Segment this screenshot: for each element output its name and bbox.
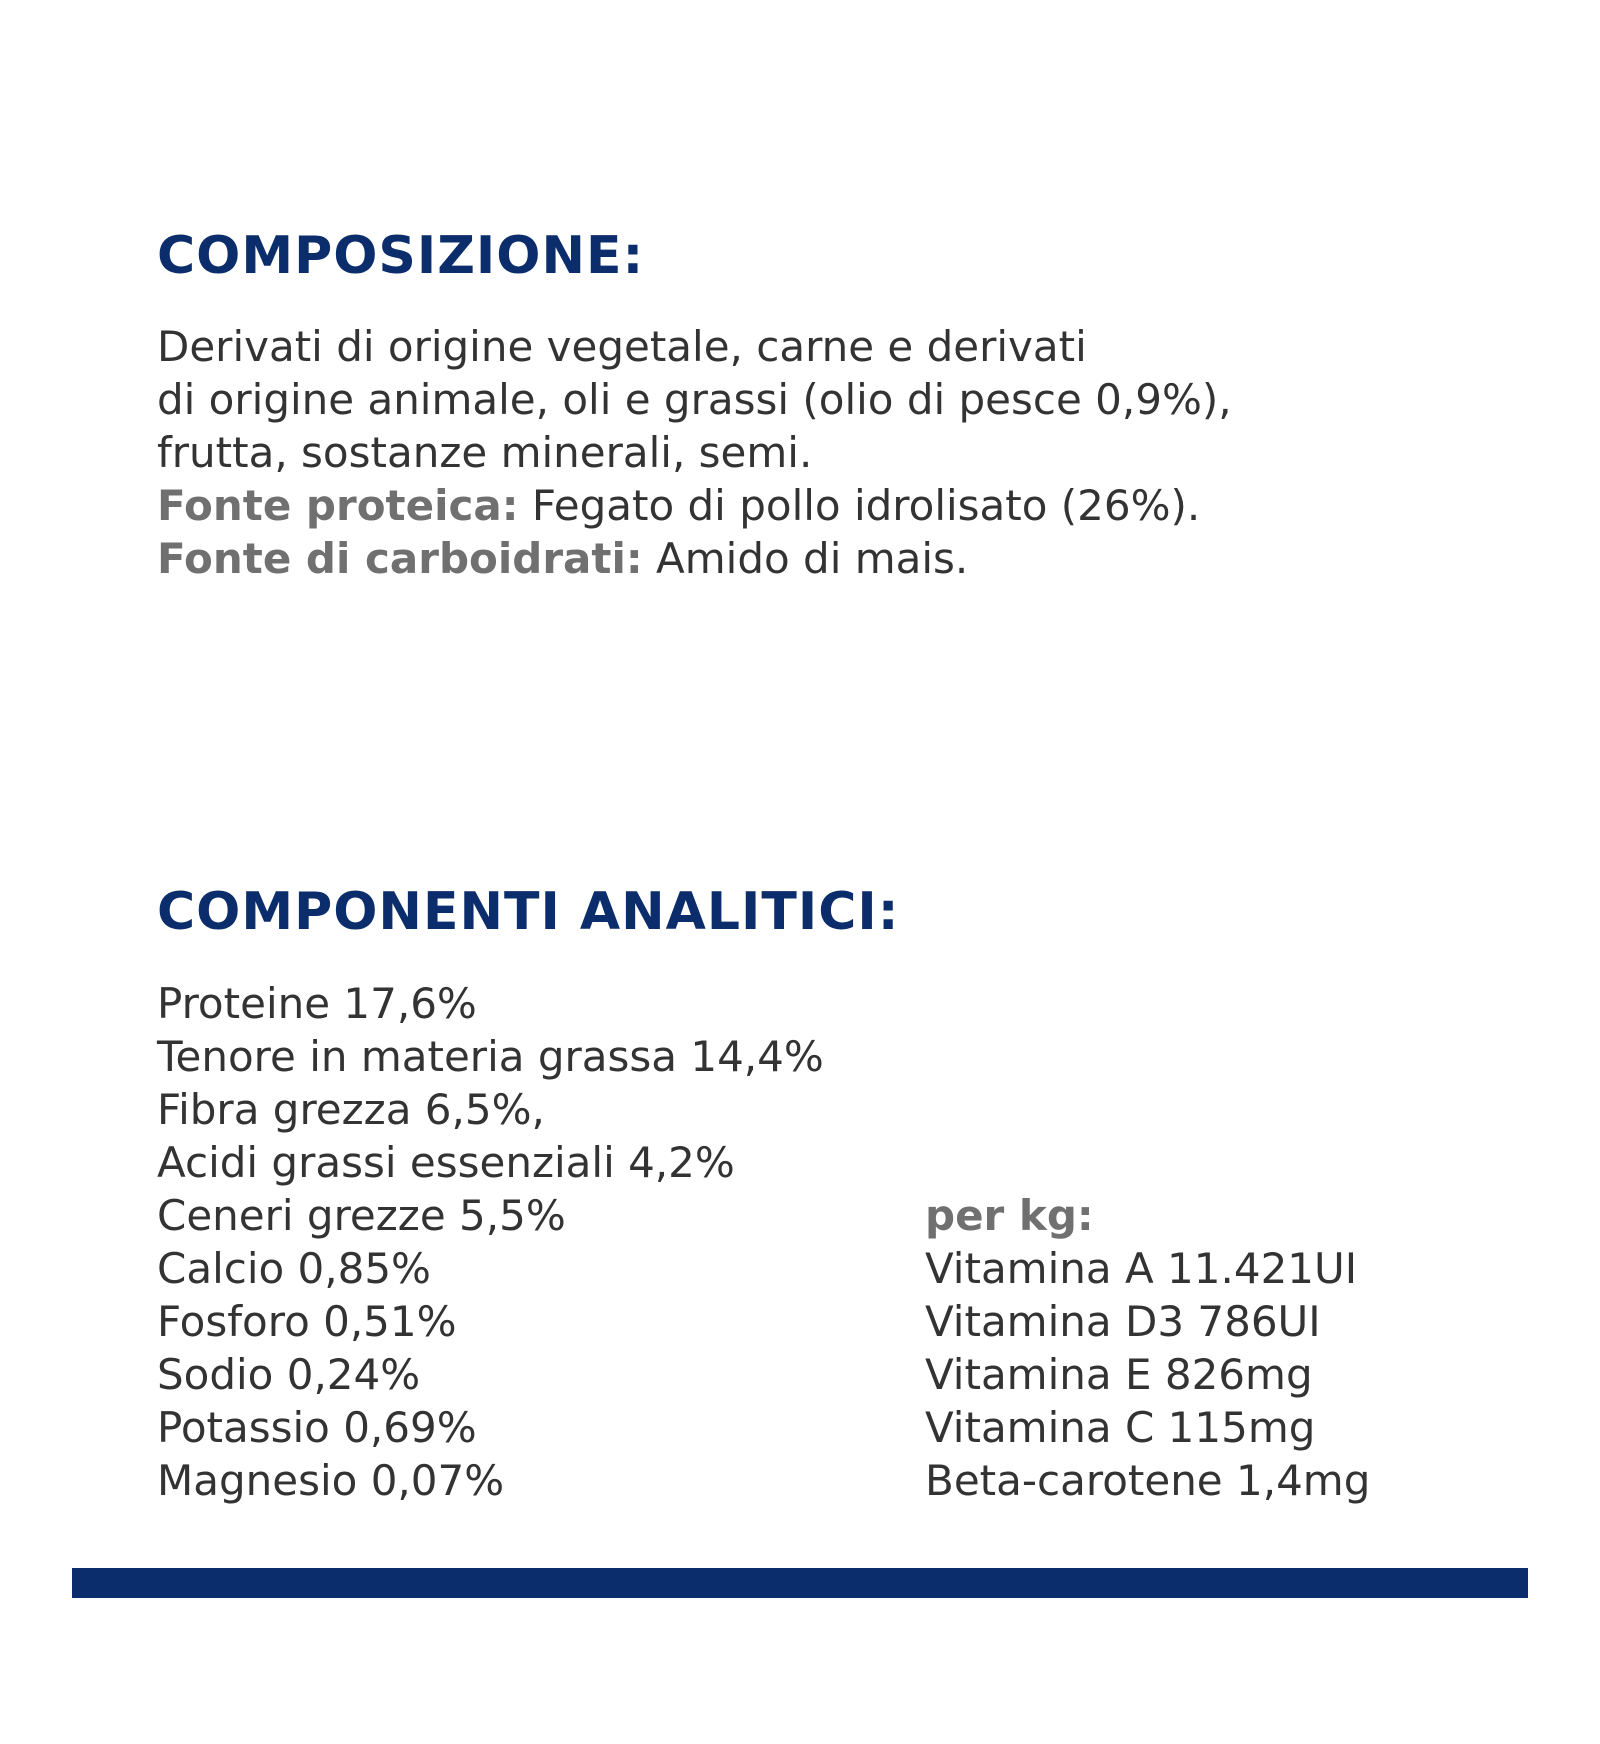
composition-line: Derivati di origine vegetale, carne e derivati xyxy=(157,322,1087,371)
vitamin-item: Vitamina D3 786UI xyxy=(925,1297,1321,1346)
protein-source-value: Fegato di pollo idrolisato (26%). xyxy=(518,481,1201,530)
analytical-item: Proteine 17,6% xyxy=(157,979,477,1028)
analytical-item: Magnesio 0,07% xyxy=(157,1456,505,1505)
bottom-divider-bar xyxy=(72,1568,1528,1598)
composition-text xyxy=(157,320,1232,585)
analytical-heading: COMPONENTI ANALITICI: xyxy=(157,882,900,942)
composition-line: frutta, sostanze minerali, semi. xyxy=(157,428,813,477)
carb-source-line xyxy=(157,532,1232,585)
composition-line: di origine animale, oli e grassi (olio di pesce 0,9%), xyxy=(157,375,1232,424)
protein-source-line xyxy=(157,479,1232,532)
composition-heading: COMPOSIZIONE: xyxy=(157,226,645,286)
analytical-item: Acidi grassi essenziali 4,2% xyxy=(157,1138,735,1187)
analytical-item: Fosforo 0,51% xyxy=(157,1297,457,1346)
carb-source-value: Amido di mais. xyxy=(642,534,969,583)
analytical-item: Calcio 0,85% xyxy=(157,1244,431,1293)
vitamin-item: Vitamina E 826mg xyxy=(925,1350,1313,1399)
per-kg-block xyxy=(925,1189,1370,1507)
carb-source-label: Fonte di carboidrati: xyxy=(157,534,643,583)
protein-source-label: Fonte proteica: xyxy=(157,481,519,530)
vitamin-list xyxy=(925,1242,1370,1507)
analytical-list xyxy=(157,977,824,1507)
analytical-item: Ceneri grezze 5,5% xyxy=(157,1191,566,1240)
per-kg-label: per kg: xyxy=(925,1191,1094,1240)
analytical-item: Tenore in materia grassa 14,4% xyxy=(157,1032,824,1081)
vitamin-item: Vitamina C 115mg xyxy=(925,1403,1316,1452)
vitamin-item: Vitamina A 11.421UI xyxy=(925,1244,1358,1293)
analytical-item: Fibra grezza 6,5%, xyxy=(157,1085,545,1134)
analytical-item: Potassio 0,69% xyxy=(157,1403,477,1452)
vitamin-item: Beta-carotene 1,4mg xyxy=(925,1456,1371,1505)
analytical-item: Sodio 0,24% xyxy=(157,1350,421,1399)
